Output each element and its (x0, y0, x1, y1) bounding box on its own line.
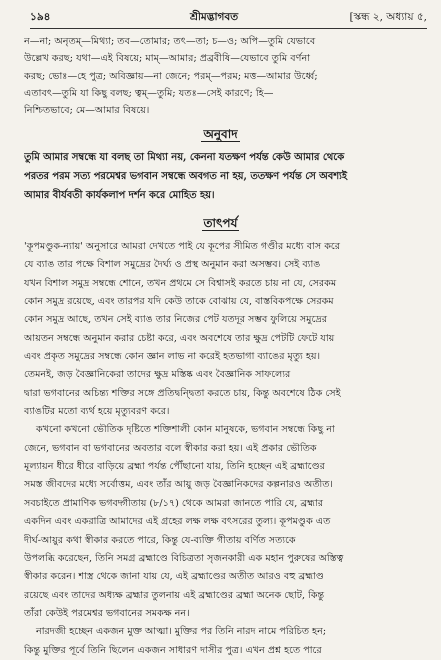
purport-line: তাঁরা কেউই পরমেশ্বর ভগবানের সমকক্ষ নন। (24, 607, 190, 619)
purport-line: আয়তন সম্বন্ধে অনুমান করার চেষ্টা করে, এবং অবশেষে তার ক্ষুদ্র পেটটি ফেটে যায় (24, 332, 335, 344)
purport-line: কোন সমুদ্র রয়েছে, এবং তারপর যদি কেউ তাকে বোঝায় যে, বাস্তবিকপক্ষে সেরকম (24, 296, 334, 308)
purport-line: 'কূপমণ্ডুক-ন্যায়' অনুসারে আমরা দেখতে পাই যে কূপের সীমিত গণ্ডীর মধ্যে বাস করে (24, 241, 341, 252)
purport-block (24, 238, 425, 660)
header-rule (30, 28, 427, 29)
synonym-line: নিশ্চিতভাবে; মে—আমার বিষয়ে। (24, 105, 150, 117)
translation-line: তুমি আমার সম্বন্ধে যা বলছ তা মিথ্যা নয়, কেননা যতক্ষণ পর্যন্ত কেউ আমার থেকে (24, 152, 345, 163)
translation-line: পরতর পরম সত্য পরমেশ্বর ভগবান সম্বন্ধে অবগত না হয়, ততক্ষণ পর্যন্ত সে অবশ্যই (24, 171, 348, 182)
translation-block (24, 148, 425, 205)
purport-line: তেমনই, জড় বৈজ্ঞানিকেরা তাদের ক্ষুদ্র মস্তিষ্ক এবং বৈজ্ঞানিক সাফল্যের (24, 369, 291, 381)
synonyms-block (24, 33, 425, 119)
page-header (30, 8, 427, 26)
purport-line: যখন বিশাল সমুদ্র সম্বন্ধে শোনে, তখন প্রথমে সে বিশ্বাসই করতে চায় না যে, সেরকম (24, 277, 337, 289)
purport-line: দ্বারা ভগবানের অচিন্ত্য শক্তির সঙ্গে প্রতিদ্বন্দ্বিতা করতে চায়, কিন্তু অবশেষে ঠিক সেই (24, 387, 341, 399)
purport-line: কিন্তু মুক্তির পূর্বে তিনি ছিলেন একজন সাধারণ দাসীর পুত্র। এখন প্রশ্ন হতে পারে (24, 644, 322, 656)
purport-line: উপলব্ধি করেছেন, তিনি সমগ্র ব্রহ্মাণ্ডে বিচিত্রতা সৃজনকারী এক মহান পুরুষের অস্তিত্ব (24, 552, 344, 564)
purport-line: এবং প্রকৃত সমুদ্রের সম্বন্ধে কোন জ্ঞান লাভ না করেই হতভাগা ব্যাঙের মৃত্যু হয়। (24, 351, 321, 363)
page-number: ১৯৪ (30, 11, 51, 23)
purport-line: স্বীকার করেন। শাস্ত্র থেকে জানা যায় যে, এই ব্রহ্মাণ্ডের অতীত আরও বহু ব্রহ্মাণ্ড (24, 571, 324, 583)
purport-line: রয়েছে এবং তাদের অধ্যক্ষ ব্রহ্মার তুলনায় এই ব্রহ্মাণ্ডের ব্রহ্মা অনেক ছোট, কিন্তু (24, 589, 325, 601)
synonym-line: উল্লেখ করছ; যথা—এই বিষয়ে; মাম্—আমার; প্রব্রবীষি—যেভাবে তুমি বর্ণনা (24, 53, 311, 65)
section-reference: [স্কন্ধ ২, অধ্যায় ৫, (349, 11, 427, 23)
purport-line: দীর্ঘ-আয়ুর কথা স্বীকার করতে পারে, কিন্তু যে-ব্যক্তি গীতায় বর্ণিত সত্যকে (24, 534, 296, 546)
synonym-line: করছ; ভোঃ—হে পুত্র; অবিজ্ঞায়—না জেনে; পরম্—পরম; মত্ত—আমার উর্ধ্বে; (24, 70, 318, 82)
purport-line: সবচাইতে প্রামাণিক ভগবদ্গীতায় (৮/১৭) থেকে আমরা জানতে পারি যে, ব্রহ্মার (24, 497, 323, 509)
purport-line: নারদজী হচ্ছেন একজন মুক্ত আত্মা। মুক্তির পর তিনি নারদ নামে পরিচিত হন; (36, 626, 327, 638)
translation-line: আমার বীর্যবতী কার্যকলাপ দর্শন করে মোহিত হয়। (24, 190, 215, 201)
purport-line: একদিন এবং একরাত্রি আমাদের এই গ্রহের লক্ষ লক্ষ বৎসরের তুল্য। কূপমণ্ডুক এত (24, 516, 331, 528)
purport-heading: তাৎপর্য (203, 216, 238, 230)
purport-line: কখনো কখনো ভৌতিক দৃষ্টিতে শক্তিশালী কোন মানুষকে, ভগবান সম্বন্ধে কিছু না (36, 424, 335, 436)
purport-line: সমস্ত জীবদের মধ্যে সর্বোত্তম, এবং তাঁর আয়ু জড় বৈজ্ঞানিকদের কল্পনারও অতীত। (24, 479, 333, 491)
purport-line: কোন সমুদ্র আছে, তখন সেই ব্যাঙ তার নিজের পেট যতদূর সম্ভব ফুলিয়ে সমুদ্রের (24, 314, 328, 326)
translation-heading: অনুবাদ (203, 127, 238, 141)
book-title: শ্রীমদ্ভাগবত (190, 11, 239, 23)
purport-line: জেনে, ভগবান বা ভগবানের অবতার বলে স্বীকার করা হয়। এই প্রকার ভৌতিক (24, 442, 317, 454)
synonym-line: ন—না; অনৃতম্—মিথ্যা; তব—তোমার; তৎ—তা; চ—ও; অপি—তুমি যেভাবে (24, 36, 316, 47)
synonym-line: এতাবৎ—তুমি যা কিছু বলছ; ত্বম্—তুমি; যতঃ—সেই কারণে; হি— (24, 87, 274, 99)
purport-line: মূল্যায়ন ধীরে ধীরে বাড়িয়ে ব্রহ্মা পর্যন্ত পৌঁছানো যায়, তিনি হচ্ছেন এই ব্রহ্মাণ্ডের (24, 461, 325, 473)
purport-line: যে ব্যাঙ তার পক্ষে বিশাল সমুদ্রের দৈর্ঘ্য ও প্রস্থ অনুমান করা অসম্ভব। সেই ব্যাঙ (24, 259, 321, 271)
purport-line: ব্যাঙটির মতো ব্যর্থ হয়ে মৃত্যুবরণ করে। (24, 406, 170, 418)
